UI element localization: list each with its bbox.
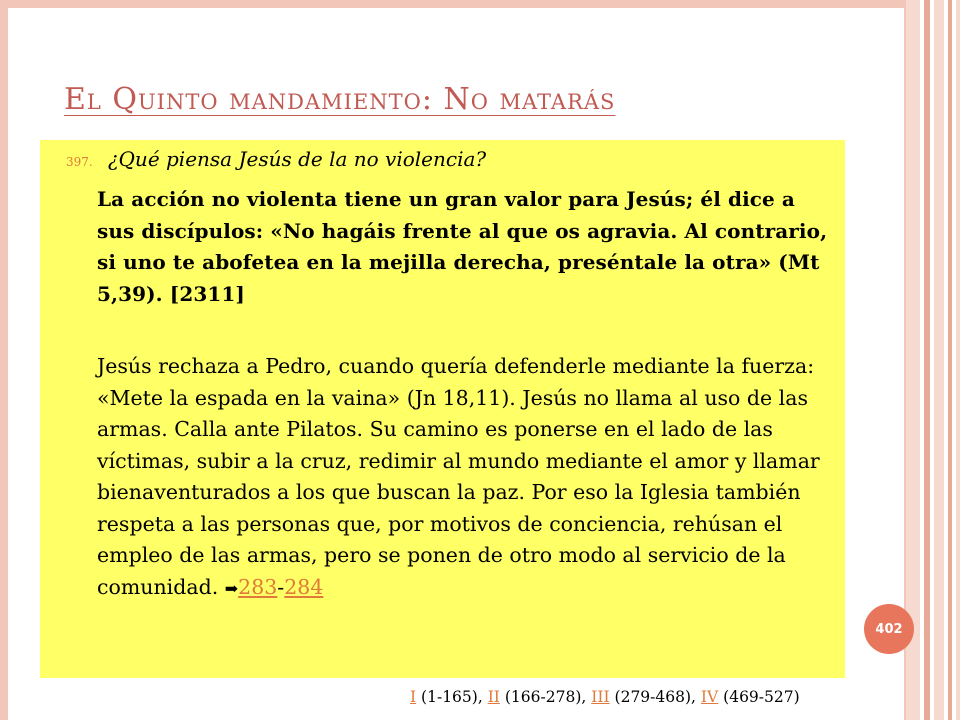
footer-range-4: (469-527) [718,688,800,706]
ref-link-start[interactable]: 283 [238,574,278,599]
footer-link-part-3[interactable]: III [591,688,610,706]
footer-link-part-4[interactable]: IV [700,688,719,706]
question-text: ¿Qué piensa Jesús de la no violencia? [107,147,487,171]
ref-link-end[interactable]: 284 [284,574,324,599]
footer-link-part-2[interactable]: II [487,688,500,706]
answer-paragraph [97,351,837,604]
footer-navigation [410,688,800,706]
footer-range-2: (166-278), [499,688,592,706]
right-arrow-icon: ➡ [224,578,239,598]
slide-title: El Quinto mandamiento: No matarás [64,82,616,117]
cross-references [225,575,324,599]
footer-link-part-1[interactable]: I [410,688,417,706]
decorative-stripes [906,0,960,720]
question-number: 397. [66,155,93,169]
question-row [66,147,486,171]
answer-bold-paragraph: La acción no violenta tiene un gran valor para Jesús; él dice a sus discípulos: «No hagáis frente al que os agravia. Al contrario, si uno te abofetea en la mejilla derecha, preséntale la otra» (Mt 5,39). [2311] [97,187,828,306]
footer-range-1: (1-165), [416,688,488,706]
footer-range-3: (279-468), [609,688,701,706]
ref-separator: - [277,574,285,599]
page-number-badge: 402 [864,604,914,654]
answer-paragraph-text: Jesús rechaza a Pedro, cuando quería defenderle mediante la fuerza: «Mete la espada en la vaina» (Jn 18,11). Jesús no llama al uso de las armas. Calla ante Pilatos. Su camino es ponerse en el lado de las víctimas, subir a la cruz, redimir al mundo mediante el amor y llamar bienaventurados a los que buscan la paz. Por eso la Iglesia también respeta a las personas que, por motivos de conciencia, rehúsan el empleo de las armas, pero se ponen de otro modo al servicio de la comunidad. [97,354,820,599]
content-box [40,140,845,678]
